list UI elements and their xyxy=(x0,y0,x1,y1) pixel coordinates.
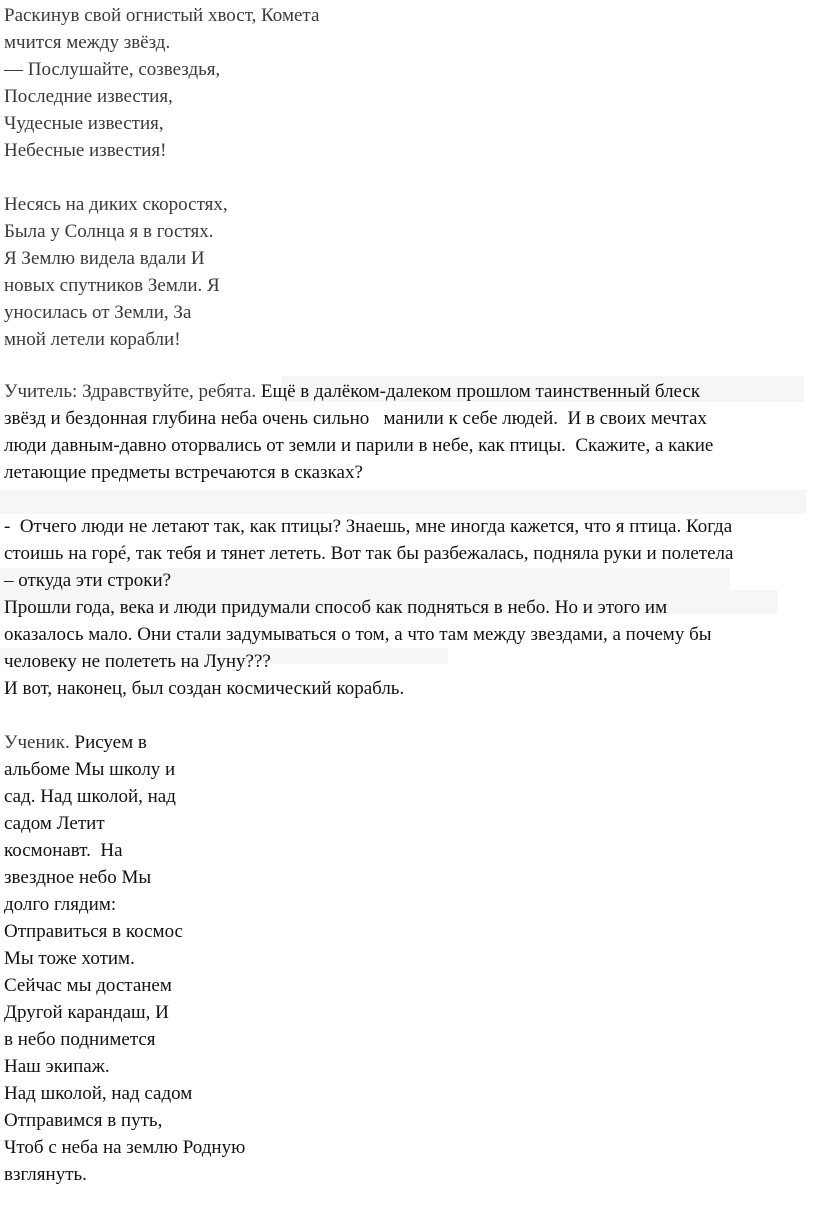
student-line: садом Летит xyxy=(4,813,105,834)
highlight-band xyxy=(0,490,806,514)
student-text: Рисуем в xyxy=(69,732,147,753)
student-line: Наш экипаж. xyxy=(4,1056,110,1077)
student-line: долго глядим: xyxy=(4,894,117,915)
student-line: звездное небо Мы xyxy=(4,867,152,888)
stanza2-line: Несясь на диких скоростях, xyxy=(4,194,228,215)
question-line: оказалось мало. Они стали задумываться о том, а что там между звездами, а почему бы xyxy=(4,624,712,645)
student-line: космонавт. На xyxy=(4,840,123,861)
question-line: Прошли года, века и люди придумали способ как подняться в небо. Но и этого им xyxy=(4,597,668,618)
stanza2-line: уносилась от Земли, За xyxy=(4,302,192,323)
stanza2-line: мной летели корабли! xyxy=(4,329,181,350)
student-line: сад. Над школой, над xyxy=(4,786,176,807)
student-speaker: Ученик. xyxy=(4,732,70,753)
student-line: Отправиться в космос xyxy=(4,921,183,942)
teacher-line: звёзд и бездонная глубина неба очень сильно манили к себе людей. И в своих мечтах xyxy=(4,408,707,429)
student-line: Сейчас мы достанем xyxy=(4,975,172,996)
student-line: альбоме Мы школу и xyxy=(4,759,176,780)
student-line: Над школой, над садом xyxy=(4,1083,193,1104)
stanza1-line: Чудесные известия, xyxy=(4,113,164,134)
question-line: человеку не полететь на Луну??? xyxy=(4,651,271,672)
teacher-line xyxy=(4,378,700,405)
student-line: в небо поднимется xyxy=(4,1029,156,1050)
stanza1-line: Последние известия, xyxy=(4,86,173,107)
student-line: Отправимся в путь, xyxy=(4,1110,163,1131)
stanza1-line: мчится между звёзд. xyxy=(4,32,171,53)
teacher-speaker: Учитель: Здравствуйте, ребята. xyxy=(4,381,257,402)
stanza2-line: Была у Солнца я в гостях. xyxy=(4,221,214,242)
teacher-line: люди давным-давно оторвались от земли и парили в небе, как птицы. Скажите, а какие xyxy=(4,435,714,456)
stanza2-line: Я Землю видела вдали И xyxy=(4,248,205,269)
student-line xyxy=(4,729,147,756)
question-line: – откуда эти строки? xyxy=(4,570,172,591)
teacher-text: Ещё в далёком-далеком прошлом таинственный блеск xyxy=(256,381,701,402)
stanza1-line: Небесные известия! xyxy=(4,140,167,161)
stanza2-line: новых спутников Земли. Я xyxy=(4,275,220,296)
question-line: И вот, наконец, был создан космический корабль. xyxy=(4,678,405,699)
student-line: Мы тоже хотим. xyxy=(4,948,135,969)
student-line: взглянуть. xyxy=(4,1164,87,1185)
student-line: Чтоб с неба на землю Родную xyxy=(4,1137,246,1158)
question-line: - Отчего люди не летают так, как птицы? Знаешь, мне иногда кажется, что я птица. Когда xyxy=(4,516,733,537)
stanza1-line: — Послушайте, созвездья, xyxy=(4,59,221,80)
question-line: стоишь на горé, так тебя и тянет лететь. Вот так бы разбежалась, подняла руки и полетела xyxy=(4,543,734,564)
stanza1-line: Раскинув свой огнистый хвост, Комета xyxy=(4,5,320,26)
teacher-line: летающие предметы встречаются в сказках? xyxy=(4,462,363,483)
student-line: Другой карандаш, И xyxy=(4,1002,169,1023)
